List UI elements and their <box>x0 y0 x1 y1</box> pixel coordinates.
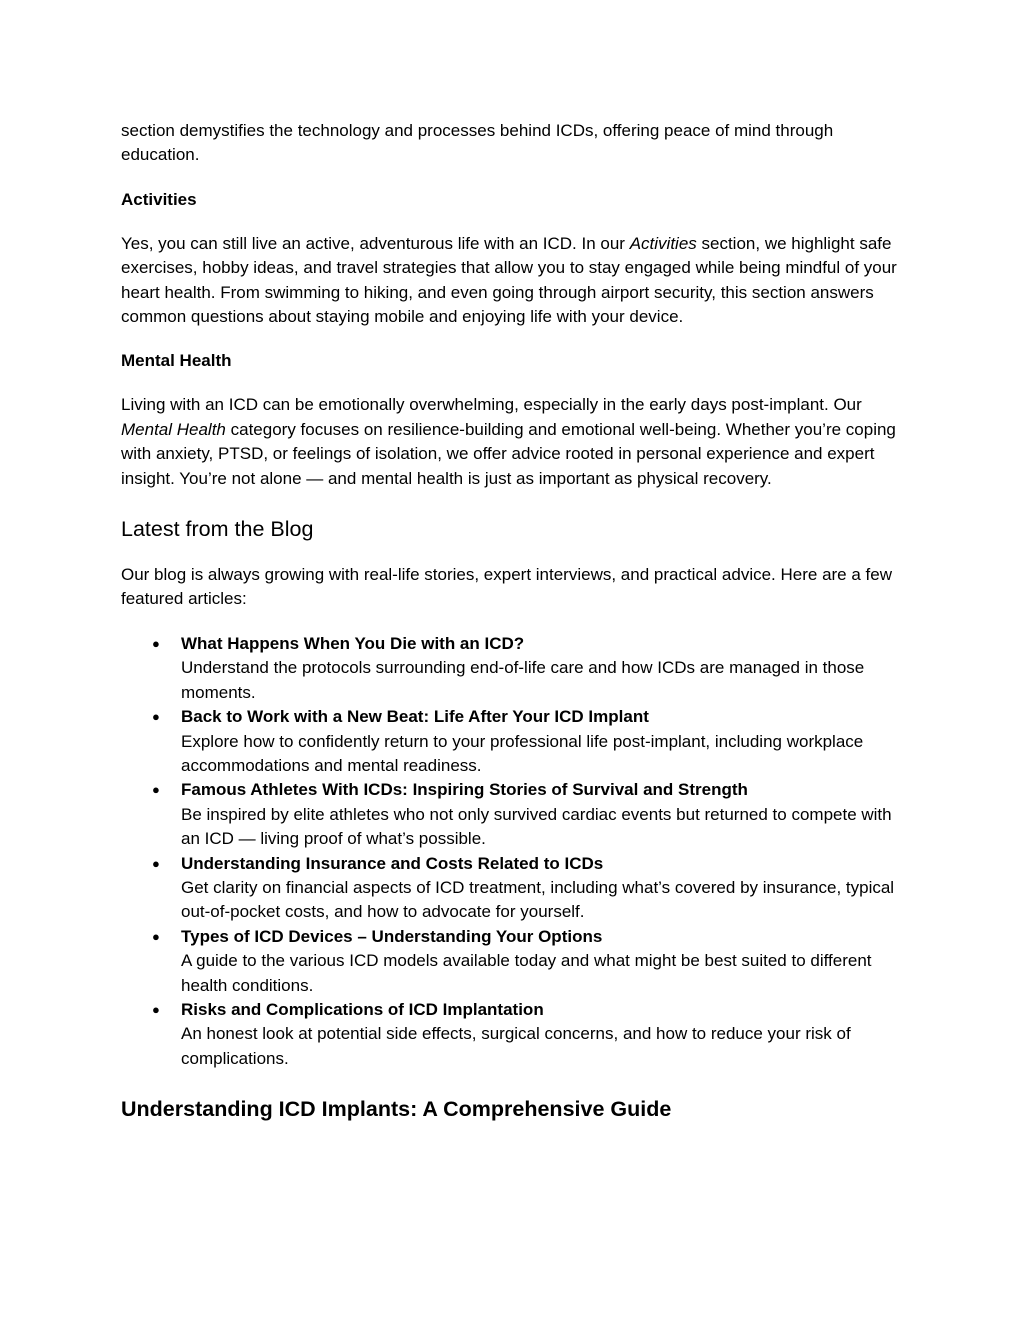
blog-heading: Latest from the Blog <box>121 517 314 542</box>
article-title: What Happens When You Die with an ICD? <box>181 633 525 653</box>
article-description: Understand the protocols surrounding end-of-life care and how ICDs are managed in those moments. <box>181 658 865 702</box>
article-description: An honest look at potential side effects, surgical concerns, and how to reduce your risk of complications. <box>181 1024 851 1068</box>
list-item <box>121 925 906 998</box>
article-description: A guide to the various ICD models available today and what might be best suited to different health conditions. <box>181 951 872 995</box>
article-title: Understanding Insurance and Costs Related to ICDs <box>181 853 604 873</box>
article-description: Explore how to confidently return to your professional life post-implant, including workplace accommodations and mental readiness. <box>181 731 864 775</box>
blog-intro-paragraph: Our blog is always growing with real-life stories, expert interviews, and practical advice. Here are a few featured articles: <box>121 565 892 609</box>
article-title: Risks and Complications of ICD Implantation <box>181 999 544 1019</box>
list-item <box>121 778 906 851</box>
list-item <box>121 632 906 705</box>
bullet-icon: ● <box>152 782 160 798</box>
mental-health-paragraph <box>121 393 906 491</box>
mental-health-text-before: Living with an ICD can be emotionally overwhelming, especially in the early days post-implant. Our <box>121 395 862 415</box>
list-item <box>121 852 906 925</box>
list-item <box>121 705 906 778</box>
guide-heading: Understanding ICD Implants: A Comprehensive Guide <box>121 1097 672 1122</box>
featured-articles-list <box>121 632 906 1071</box>
mental-health-heading: Mental Health <box>121 351 232 371</box>
bullet-icon: ● <box>152 855 160 871</box>
bullet-icon: ● <box>152 1001 160 1017</box>
article-description: Be inspired by elite athletes who not only survived cardiac events but returned to compete with an ICD — living proof of what’s possible. <box>181 804 892 849</box>
article-title: Famous Athletes With ICDs: Inspiring Stories of Survival and Strength <box>181 780 748 800</box>
intro-continuation-paragraph: section demystifies the technology and processes behind ICDs, offering peace of mind through education. <box>121 121 834 165</box>
bullet-icon: ● <box>152 635 160 651</box>
activities-paragraph <box>121 232 906 330</box>
document-page <box>121 119 906 1123</box>
activities-text-after: section, we highlight safe exercises, hobby ideas, and travel strategies that allow you to stay engaged while being mindful of your heart health. From swimming to hiking, and even going through airport security, this section answers common questions about staying mobile and enjoying life with your device. <box>121 233 897 327</box>
article-title: Back to Work with a New Beat: Life After Your ICD Implant <box>181 707 649 727</box>
bullet-icon: ● <box>152 709 160 725</box>
bullet-icon: ● <box>152 928 160 944</box>
activities-emphasis: Activities <box>629 233 697 253</box>
activities-text-before: Yes, you can still live an active, adventurous life with an ICD. In our <box>121 233 630 253</box>
activities-heading: Activities <box>121 189 197 209</box>
article-description: Get clarity on financial aspects of ICD treatment, including what’s covered by insurance, typical out-of-pocket costs, and how to advocate for yourself. <box>181 877 895 922</box>
article-title: Types of ICD Devices – Understanding Your Options <box>181 926 603 946</box>
mental-health-emphasis: Mental Health <box>121 419 226 439</box>
mental-health-text-after: category focuses on resilience-building and emotional well-being. Whether you’re coping with anxiety, PTSD, or feelings of isolation, we offer advice rooted in personal experience and expert insight. You’re not alone — and mental health is just as important as physical recovery. <box>121 419 896 488</box>
list-item <box>121 998 906 1071</box>
